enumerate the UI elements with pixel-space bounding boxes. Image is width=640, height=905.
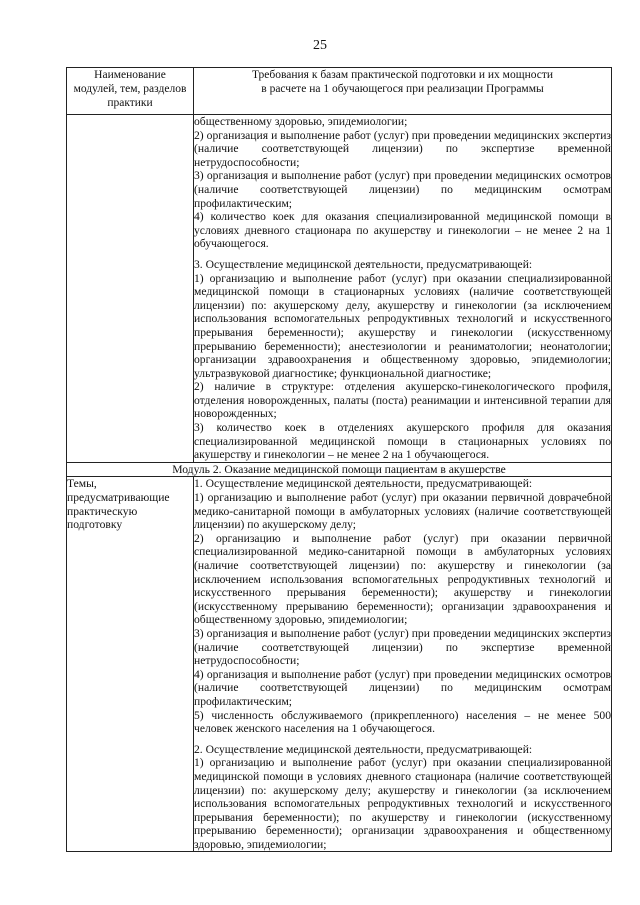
empty-topic-cell: [67, 115, 194, 463]
block1-paragraph: 2) наличие в структуре: отделения акушерско-гинекологического профиля, отделения новорожденных, палаты (поста) реанимации и интенсивной терапии для новорожденных;: [194, 380, 611, 421]
module2-paragraph: 1) организацию и выполнение работ (услуг) при оказании специализированной медицинской помощи в условиях дневного стационара (наличие соответствующей лицензии) по: акушерскому делу; акушерству и гинекологии (за исключением использования вспомогательных репродуктивных технологий и искусственного прерывания беременности); по акушерству и гинекологии (искусственному прерыванию беременности); организации здравоохранения и общественному здоровью, эпидемиологии;: [194, 756, 611, 851]
header-modules-column: [67, 68, 194, 115]
module2-paragraph: 3) организация и выполнение работ (услуг) при проведении медицинских экспертиз (наличие соответствующей лицензии) по экспертизе временной нетрудоспособности;: [194, 626, 611, 668]
module2-paragraph: 1) организацию и выполнение работ (услуг) при оказании первичной доврачебной медико-санитарной помощи в амбулаторных условиях (наличие соответствующей лицензии) по акушерскому делу;: [194, 491, 611, 532]
page-number: 25: [313, 38, 327, 53]
module2-paragraph: 4) организация и выполнение работ (услуг) при проведении медицинских осмотров (наличие соответствующей лицензии) по медицинским осмотрам профилактическим;: [194, 667, 611, 708]
block1-paragraph: 4) количество коек для оказания специализированной медицинской помощи в условиях дневного стационара по акушерству и гинекологии – не менее 2 на 1 обучающегося.: [194, 210, 611, 251]
block1-paragraph: 3. Осуществление медицинской деятельности, предусматривающей:: [194, 257, 533, 271]
table-header-row: [67, 68, 612, 115]
module2-paragraph: 2) организацию и выполнение работ (услуг) при оказании первичной специализированной медико-санитарной помощи в амбулаторных условиях (наличие соответствующей лицензии) по: акушерству и гинекологии (за исключением использования вспомогательных репродуктивных технологий и искусственного прерывания беременности); акушерству и гинекологии (искусственному прерыванию беременности); организации здравоохранения и общественному здоровью, эпидемиологии;: [194, 531, 611, 627]
module-title-row: [67, 462, 612, 477]
header-col2-line2: в расчете на 1 обучающегося при реализации Программы: [261, 83, 544, 95]
module-2-title: Модуль 2. Оказание медицинской помощи пациентам в акушерстве: [67, 462, 612, 477]
header-requirements-column: [194, 68, 612, 115]
header-col1-line2: модулей, тем, разделов: [73, 83, 187, 95]
block1-paragraph: 3) организация и выполнение работ (услуг) при проведении медицинских осмотров (наличие соответствующей лицензии) по медицинским осмотрам профилактическим;: [194, 169, 611, 210]
module2-paragraph: 1. Осуществление медицинской деятельности, предусматривающей:: [194, 477, 533, 491]
header-col2-line1: Требования к базам практической подготовки и их мощности: [251, 69, 554, 81]
block1-paragraph: 1) организацию и выполнение работ (услуг) при оказании специализированной медицинской помощи в стационарных условиях (наличие соответствующей лицензии) по: акушерскому делу, акушерству и гинекологии (за исключением использования вспомогательных репродуктивных технологий и искусственного прерывания беременности); акушерству и гинекологии (искусственному прерыванию беременности); анестезиологии и реаниматологии; неонатологии; организации здравоохранения и общественному здоровью, эпидемиологии; ультразвуковой диагностике; функциональной диагностике;: [194, 271, 611, 380]
block1-paragraph: 2) организация и выполнение работ (услуг) при проведении медицинских экспертиз (наличие соответствующей лицензии) по экспертизе временной нетрудоспособности;: [194, 128, 611, 169]
table-row: [67, 477, 612, 852]
requirements-cell: [194, 115, 612, 463]
topics-label: Темы, предусматривающие практическую подготовку: [67, 477, 194, 852]
block1-paragraph: 3) количество коек в отделениях акушерского профиля для оказания специализированной медицинской помощи в стационарных условиях по акушерству и гинекологии – не менее 2 на 1 обучающегося.: [194, 421, 611, 462]
block1-paragraph: общественному здоровью, эпидемиологии;: [194, 115, 408, 128]
header-col1-line1: Наименование: [94, 69, 166, 81]
module2-paragraph: 5) численность обслуживаемого (прикрепленного) населения – не менее 500 человек женского населения на 1 обучающегося.: [194, 708, 611, 736]
module2-paragraph: 2. Осуществление медицинской деятельности, предусматривающей:: [194, 742, 533, 756]
requirements-table: [66, 67, 612, 852]
table-row: [67, 115, 612, 463]
header-col1-line3: практики: [107, 97, 153, 109]
requirements-cell: [194, 477, 612, 852]
